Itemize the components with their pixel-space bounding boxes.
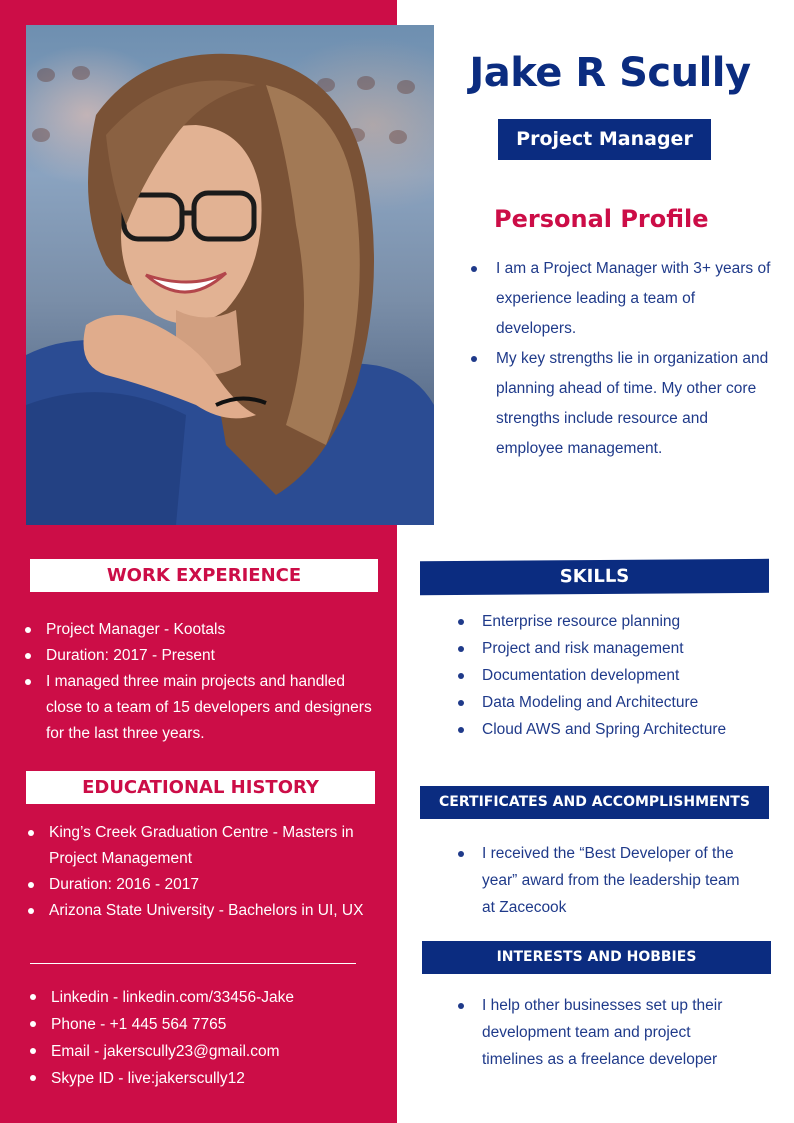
list-item: Documentation development xyxy=(452,662,772,689)
list-item: Project Manager - Kootals xyxy=(20,617,380,643)
personal-profile-heading: Personal Profile xyxy=(494,205,709,233)
candidate-name: Jake R Scully xyxy=(469,50,751,96)
interests-list xyxy=(452,992,752,1073)
profile-photo xyxy=(26,25,434,525)
personal-profile-list xyxy=(466,254,776,464)
contact-email: Email - jakerscully23@gmail.com xyxy=(25,1038,385,1065)
list-item: My key strengths lie in organization and planning ahead of time. My other core strengths include resource and employee management. xyxy=(466,344,776,464)
list-item: I help other businesses set up their development team and project timelines as a freelance developer xyxy=(452,992,752,1073)
list-item: Data Modeling and Architecture xyxy=(452,689,772,716)
list-item: I am a Project Manager with 3+ years of experience leading a team of developers. xyxy=(466,254,776,344)
list-item: Arizona State University - Bachelors in UI, UX xyxy=(23,898,383,924)
interests-heading: INTERESTS AND HOBBIES xyxy=(422,941,771,974)
job-title-badge: Project Manager xyxy=(498,119,711,160)
certificates-heading: CERTIFICATES AND ACCOMPLISHMENTS xyxy=(420,786,769,819)
skills-list xyxy=(452,608,772,743)
list-item: King’s Creek Graduation Centre - Masters in Project Management xyxy=(23,820,383,872)
skills-heading: SKILLS xyxy=(420,559,769,595)
list-item: I received the “Best Developer of the year” award from the leadership team at Zacecook xyxy=(452,840,752,921)
educational-history-list xyxy=(23,820,383,924)
list-item: I managed three main projects and handled close to a team of 15 developers and designers for the last three years. xyxy=(20,669,380,747)
contact-phone: Phone - +1 445 564 7765 xyxy=(25,1011,385,1038)
work-experience-heading: WORK EXPERIENCE xyxy=(30,559,378,592)
work-experience-list xyxy=(20,617,380,747)
list-item: Cloud AWS and Spring Architecture xyxy=(452,716,772,743)
certificates-list xyxy=(452,840,752,921)
list-item: Enterprise resource planning xyxy=(452,608,772,635)
educational-history-heading: EDUCATIONAL HISTORY xyxy=(26,771,375,804)
list-item: Project and risk management xyxy=(452,635,772,662)
list-item: Duration: 2016 - 2017 xyxy=(23,872,383,898)
list-item: Duration: 2017 - Present xyxy=(20,643,380,669)
contact-divider xyxy=(30,963,356,964)
contact-skype: Skype ID - live:jakerscully12 xyxy=(25,1065,385,1092)
contact-list xyxy=(25,984,385,1092)
contact-linkedin: Linkedin - linkedin.com/33456-Jake xyxy=(25,984,385,1011)
